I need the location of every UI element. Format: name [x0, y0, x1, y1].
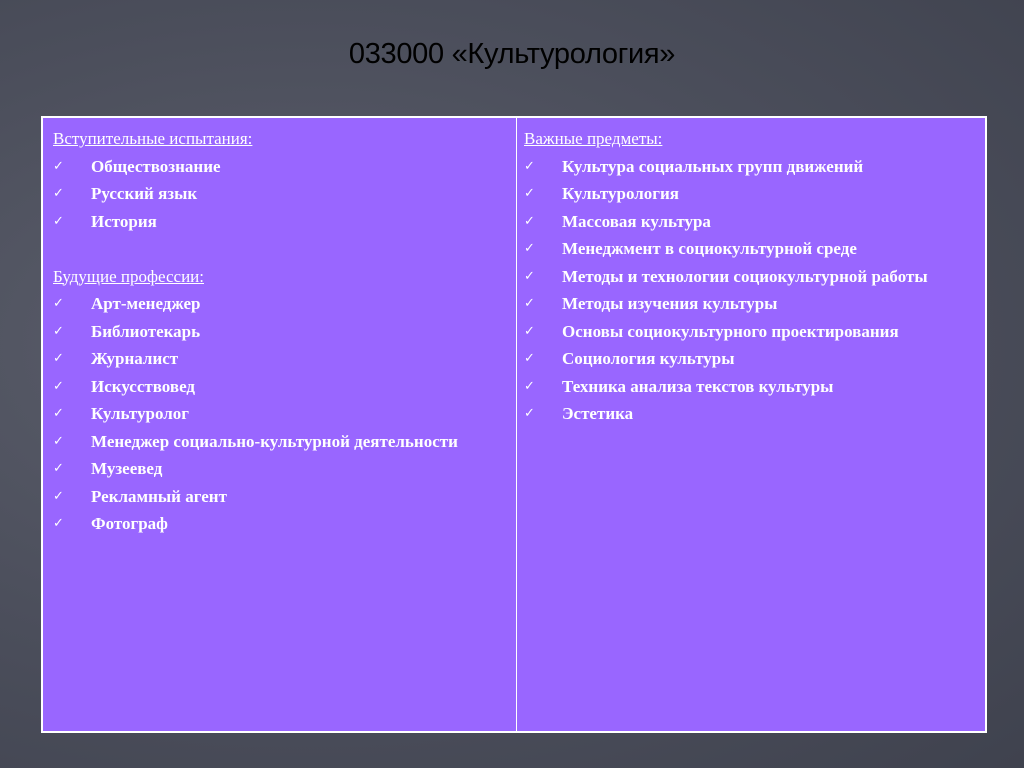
check-icon: ✓: [53, 296, 64, 311]
entrance-exams-heading: Вступительные испытания:: [53, 129, 253, 148]
entrance-exams-list: [53, 153, 508, 236]
check-icon: ✓: [53, 158, 64, 174]
content-table: [41, 116, 987, 733]
check-icon: ✓: [53, 213, 64, 229]
check-icon: ✓: [524, 323, 535, 339]
list-item: ✓ Рекламный агент: [53, 483, 508, 511]
list-item: ✓ Библиотекарь: [53, 318, 508, 346]
check-icon: ✓: [53, 351, 64, 366]
right-column: [517, 118, 985, 731]
check-icon: ✓: [53, 186, 64, 201]
check-icon: ✓: [53, 516, 64, 531]
list-item: ✓ История: [53, 208, 508, 236]
check-icon: ✓: [53, 378, 64, 394]
list-item: ✓ Журналист: [53, 345, 508, 373]
list-item: ✓ Культура социальных групп движений: [524, 153, 977, 181]
list-item: ✓ Обществознание: [53, 153, 508, 181]
future-professions-heading: Будущие профессии:: [53, 266, 204, 286]
list-item: ✓ Культурология: [524, 180, 977, 208]
section-spacer: [53, 235, 508, 263]
check-icon: ✓: [524, 351, 535, 366]
check-icon: ✓: [524, 296, 535, 311]
list-item: ✓ Массовая культура: [524, 208, 977, 236]
future-professions-list: [53, 290, 508, 538]
list-item: ✓ Эстетика: [524, 400, 977, 428]
check-icon: ✓: [53, 433, 64, 449]
list-item: ✓ Методы изучения культуры: [524, 290, 977, 318]
check-icon: ✓: [53, 488, 64, 504]
list-item: ✓ Менеджер социально-культурной деятельности: [53, 428, 508, 456]
check-icon: ✓: [524, 213, 535, 229]
left-column: [43, 118, 517, 731]
check-icon: ✓: [53, 461, 64, 476]
list-item: ✓ Методы и технологии социокультурной работы: [524, 263, 977, 291]
list-item: ✓ Основы социокультурного проектирования: [524, 318, 977, 346]
slide-title: 033000 «Культурология»: [348, 38, 676, 70]
important-subjects-heading: Важные предметы:: [524, 129, 663, 148]
list-item: ✓ Русский язык: [53, 180, 508, 208]
check-icon: ✓: [524, 268, 535, 284]
list-item: ✓ Техника анализа текстов культуры: [524, 373, 977, 401]
list-item: ✓ Менеджмент в социокультурной среде: [524, 235, 977, 263]
check-icon: ✓: [524, 186, 535, 201]
list-item: ✓ Социология культуры: [524, 345, 977, 373]
check-icon: ✓: [524, 241, 535, 256]
check-icon: ✓: [53, 406, 64, 421]
list-item: ✓ Культуролог: [53, 400, 508, 428]
list-item: ✓ Музеевед: [53, 455, 508, 483]
check-icon: ✓: [524, 406, 535, 421]
check-icon: ✓: [524, 378, 535, 394]
list-item: ✓ Искусствовед: [53, 373, 508, 401]
list-item: ✓ Фотограф: [53, 510, 508, 538]
list-item: ✓ Арт-менеджер: [53, 290, 508, 318]
check-icon: ✓: [524, 158, 535, 174]
check-icon: ✓: [53, 323, 64, 339]
important-subjects-list: [524, 153, 977, 428]
